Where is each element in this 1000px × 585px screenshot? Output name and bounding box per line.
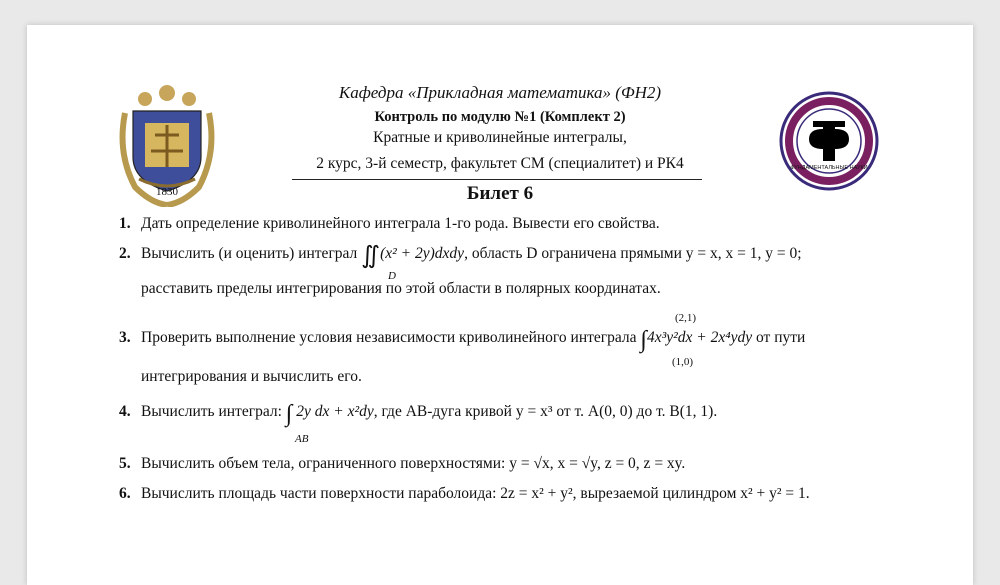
curve-label: AB [295, 433, 309, 445]
task-text: Вычислить площадь части поверхности параболоида: 2z = x² + y², вырезаемой цилиндром x² + y² = 1. [141, 485, 810, 502]
task-item-3-line2: интегрирования и вычислить его. [141, 368, 362, 385]
task-item-3: 3. Проверить выполнение условия независимости криволинейного интеграла ∫4x³y²dx + 2x⁴ydy от пути (2,1) (1,0) [119, 329, 899, 349]
ticket-title: Билет 6 [466, 183, 534, 204]
topic-line: Кратные и криволинейные интегралы, [373, 129, 627, 146]
control-title: Контроль по модулю №1 (Комплект 2) [374, 109, 626, 125]
logo-caption: ФУНДАМЕНТАЛЬНЫЕ НАУКИ [790, 165, 868, 171]
task-item-2-line2: расставить пределы интегрирования по этой области в полярных координатах. [141, 280, 661, 297]
task-item-4: 4. Вычислить интеграл: ∫ 2y dx + x²dy, где AB-дуга кривой y = x³ от т. A(0, 0) до т. B(1, 1). AB [119, 403, 899, 423]
task-text: Вычислить объем тела, ограниченного поверхностями: y = √x, x = √y, z = 0, z = xy. [141, 455, 686, 472]
task-item-5: 5. Вычислить объем тела, ограниченного поверхностями: y = √x, x = √y, z = 0, z = xy. [119, 455, 686, 472]
document-page [27, 25, 973, 585]
integral-lower-limit: (1,0) [672, 356, 694, 368]
task-item-2: 2. Вычислить (и оценить) интеграл ∬(x² + 2y)dxdy, область D ограничена прямыми y = x, x = 1, y = 0; D [119, 245, 899, 265]
department-title: Кафедра «Прикладная математика» (ФН2) [338, 83, 662, 102]
task-text: Дать определение криволинейного интеграла 1-го рода. Вывести его свойства. [141, 215, 660, 232]
course-line: 2 курс, 3-й семестр, факультет СМ (специалитет) и РК4 [316, 155, 684, 172]
header-divider [292, 179, 702, 180]
task-item-1: 1. Дать определение криволинейного интеграла 1-го рода. Вывести его свойства. [119, 215, 660, 232]
emblem-year: 1830 [156, 186, 178, 198]
integral-upper-limit: (2,1) [675, 312, 697, 324]
task-item-6: 6. Вычислить площадь части поверхности параболоида: 2z = x² + y², вырезаемой цилиндром x² + y² = 1. [119, 485, 810, 502]
integral-domain: D [388, 270, 396, 282]
